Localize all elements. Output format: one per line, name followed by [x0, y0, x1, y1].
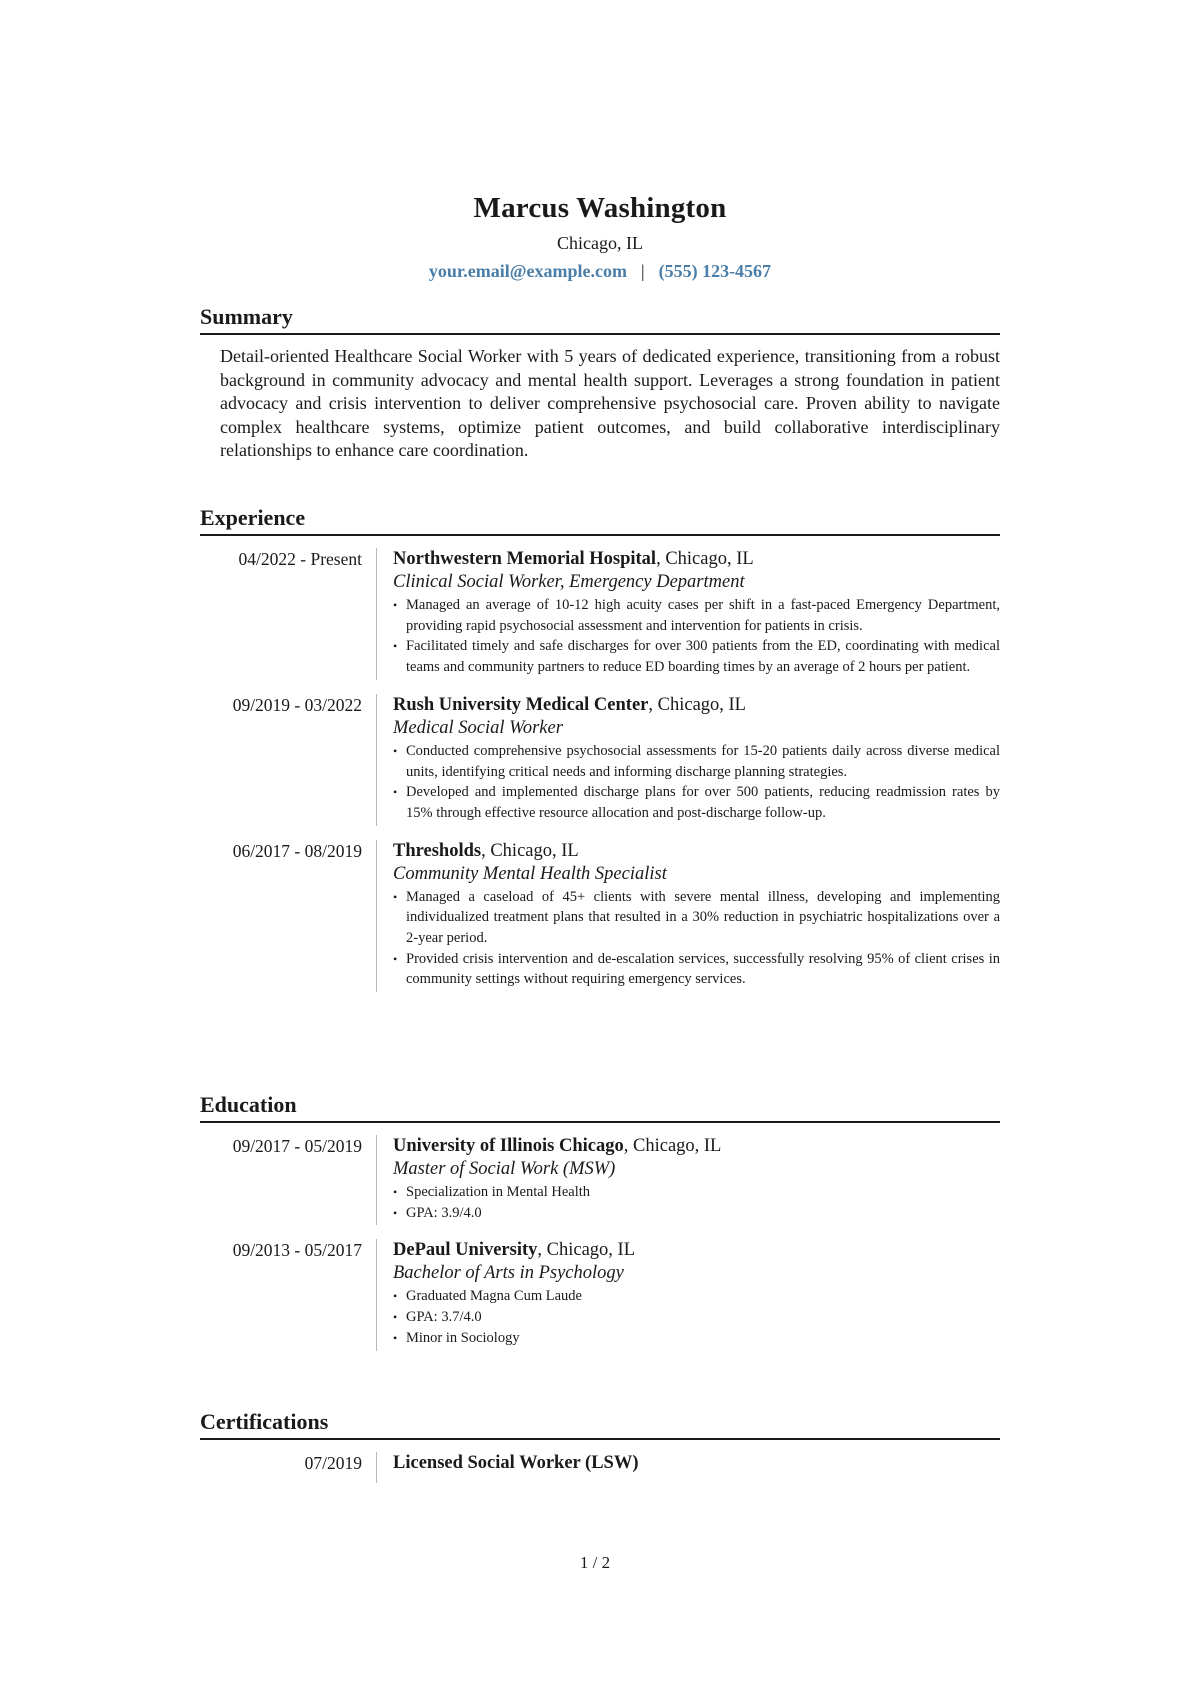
entry-date: 07/2019	[304, 1453, 362, 1473]
organization-location: , Chicago, IL	[656, 549, 754, 569]
entry-body	[376, 1135, 1000, 1225]
organization-location: , Chicago, IL	[537, 1240, 636, 1261]
entry-role: Community Mental Health Specialist	[393, 863, 667, 884]
entry-organization	[393, 1135, 1000, 1158]
entry-organization	[393, 548, 1000, 571]
education-entry	[200, 1239, 1000, 1350]
entry-bullets	[393, 741, 1000, 824]
bullet-item: • Specialization in Mental Health	[393, 1182, 1000, 1203]
entry-bullets	[393, 595, 1000, 678]
entry-date: 06/2017 - 08/2019	[232, 840, 362, 861]
entry-bullets	[393, 1182, 1000, 1223]
organization-name: DePaul University	[393, 1240, 538, 1261]
bullet-item: • Provided crisis intervention and de-escalation services, successfully resolving 95% of client crises in community settings without requiring emergency services.	[393, 949, 1000, 990]
entry-role: Master of Social Work (MSW)	[393, 1159, 616, 1179]
certification-name: Licensed Social Worker (LSW)	[393, 1453, 639, 1473]
entry-bullets	[393, 1286, 1000, 1348]
organization-location: , Chicago, IL	[481, 840, 579, 861]
candidate-location: Chicago, IL	[557, 233, 643, 253]
experience-entry	[200, 694, 1000, 826]
summary-text: Detail-oriented Healthcare Social Worker with 5 years of dedicated experience, transitioning from a robust background in community advocacy and mental health support. Leverages a strong foundation in patient advocacy and crisis intervention to deliver comprehensive psychosocial care. Proven ability to navigate complex healthcare systems, optimize patient outcomes, and build collaborative interdisciplinary relationships to enhance care coordination.	[220, 346, 1000, 460]
organization-location: , Chicago, IL	[648, 694, 746, 715]
contact-separator: |	[640, 261, 645, 281]
bullet-item: • Minor in Sociology	[393, 1328, 1000, 1349]
page-number: 1 / 2	[579, 1553, 611, 1572]
organization-name: Thresholds	[393, 840, 482, 861]
entry-role: Bachelor of Arts in Psychology	[393, 1263, 624, 1284]
organization-name: Rush University Medical Center	[393, 694, 649, 715]
resume-header	[200, 190, 1000, 284]
contact-line	[200, 258, 1000, 284]
experience-entry	[200, 548, 1000, 680]
experience-section	[200, 504, 1000, 992]
bullet-item: • Conducted comprehensive psychosocial assessments for 15-20 patients daily across diverse medical units, identifying critical needs and informing discharge planning strategies.	[393, 741, 1000, 782]
candidate-name: Marcus Washington	[473, 192, 727, 224]
education-section	[200, 1091, 1000, 1351]
email-link[interactable]: your.email@example.com	[428, 261, 627, 281]
bullet-item: • GPA: 3.7/4.0	[393, 1307, 1000, 1328]
organization-location: , Chicago, IL	[623, 1136, 722, 1156]
entry-body	[376, 1239, 1000, 1350]
section-title-education: Education	[200, 1091, 1000, 1123]
bullet-item: • Managed an average of 10-12 high acuity cases per shift in a fast-paced Emergency Department, providing rapid psychosocial assessment and intervention for patients in crisis.	[393, 595, 1000, 636]
bullet-item: • Graduated Magna Cum Laude	[393, 1286, 1000, 1307]
entry-organization	[393, 1239, 1000, 1262]
bullet-item: • Facilitated timely and safe discharges for over 300 patients from the ED, coordinating with medical teams and community partners to reduce ED boarding times by an average of 2 hours per patient.	[393, 636, 1000, 677]
entry-role: Medical Social Worker	[393, 717, 563, 738]
entry-body	[376, 694, 1000, 826]
bullet-item: • Managed a caseload of 45+ clients with severe mental illness, developing and implementing individualized treatment plans that resulted in a 30% reduction in psychiatric hospitalizations over a 2-year period.	[393, 887, 1000, 949]
section-title-experience: Experience	[200, 504, 1000, 536]
experience-entry	[200, 840, 1000, 993]
bullet-item: • GPA: 3.9/4.0	[393, 1203, 1000, 1224]
entry-date: 09/2019 - 03/2022	[232, 694, 362, 715]
section-title-summary: Summary	[200, 303, 1000, 335]
entry-date: 04/2022 - Present	[238, 549, 362, 569]
entry-date: 09/2013 - 05/2017	[232, 1240, 362, 1261]
entry-body	[376, 1452, 1000, 1483]
certifications-section	[200, 1408, 1000, 1483]
entry-date: 09/2017 - 05/2019	[232, 1136, 362, 1156]
entry-role: Clinical Social Worker, Emergency Department	[393, 572, 745, 592]
bullet-item: • Developed and implemented discharge plans for over 500 patients, reducing readmission rates by 15% through effective resource allocation and post-discharge follow-up.	[393, 782, 1000, 823]
entry-body	[376, 840, 1000, 993]
phone-link[interactable]: (555) 123-4567	[658, 261, 772, 281]
entry-organization	[393, 694, 1000, 717]
organization-name: University of Illinois Chicago	[393, 1136, 624, 1156]
education-entry	[200, 1135, 1000, 1225]
entry-bullets	[393, 887, 1000, 991]
organization-name: Northwestern Memorial Hospital	[393, 549, 657, 569]
section-title-certifications: Certifications	[200, 1408, 1000, 1440]
entry-organization	[393, 840, 1000, 863]
entry-organization	[393, 1452, 1000, 1475]
certification-entry	[200, 1452, 1000, 1483]
summary-section	[200, 303, 1000, 463]
entry-body	[376, 548, 1000, 680]
